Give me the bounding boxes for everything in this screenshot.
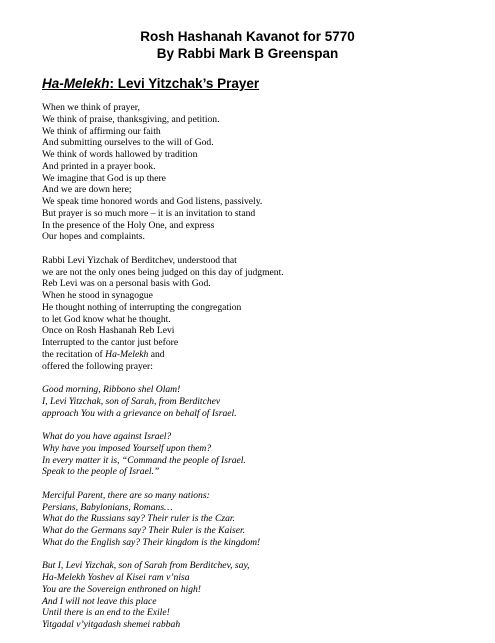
- section-heading: [42, 76, 259, 92]
- text-line: In every matter it is, “Command the people of Israel.: [42, 454, 246, 466]
- text-line: Rabbi Levi Yizchak of Berditchev, understood that: [42, 254, 237, 266]
- text-line: to let God know what he thought.: [42, 313, 171, 325]
- text-line: We speak time honored words and God listens, passively.: [42, 196, 263, 207]
- text-line: And I will not leave this place: [42, 595, 157, 607]
- text-line: In the presence of the Holy One, and express: [42, 219, 215, 231]
- text-line: Why have you imposed Yourself upon them?: [42, 442, 212, 454]
- document-title: Rosh Hashanah Kavanot for 5770: [140, 29, 355, 44]
- paragraph-prayer-greeting: [42, 384, 462, 419]
- paragraph-prayer-nations: [42, 490, 462, 549]
- text-line: When he stood in synagogue: [42, 290, 153, 301]
- paragraph-story: [42, 255, 462, 373]
- recitation-italic: Ha-Melekh: [105, 348, 149, 360]
- section-heading-rest: : Levi Yitzchak’s Prayer: [109, 76, 260, 91]
- paragraph-prayer-conclusion: [42, 560, 462, 631]
- text-line: Yitgadal v’yitgadash shemei rabbah: [42, 619, 181, 630]
- text-line: I, Levi Yitzchak, son of Sarah, from Berditchev: [42, 395, 221, 407]
- recitation-after: and: [148, 348, 165, 360]
- recitation-before: the recitation of: [42, 348, 106, 360]
- text-line: Interrupted to the cantor just before: [42, 337, 179, 348]
- text-line: Persians, Babylonians, Romans…: [42, 501, 173, 513]
- text-line: Merciful Parent, there are so many nations:: [42, 489, 210, 501]
- text-line: Until there is an end to the Exile!: [42, 607, 170, 619]
- text-line: And we are down here;: [42, 184, 132, 196]
- document-body: [42, 102, 462, 643]
- text-line: What do the Germans say? Their Ruler is the Kaiser.: [42, 525, 246, 536]
- text-line: Speak to the people of Israel.”: [42, 466, 160, 478]
- text-line: He thought nothing of interrupting the congregation: [42, 301, 242, 313]
- text-line: And submitting ourselves to the will of God.: [42, 137, 214, 149]
- document-author: By Rabbi Mark B Greenspan: [156, 46, 339, 61]
- text-line: But I, Levi Yizchak, son of Sarah from Berditchev, say,: [42, 560, 250, 572]
- paragraph-intro: [42, 102, 462, 243]
- text-line: offered the following prayer:: [42, 360, 153, 372]
- text-line: What do the Russians say? Their ruler is the Czar.: [42, 513, 235, 525]
- paragraph-prayer-question: [42, 431, 462, 478]
- text-line: We think of praise, thanksgiving, and petition.: [42, 113, 220, 125]
- text-line-recitation: [42, 349, 462, 361]
- text-line: What do you have against Israel?: [42, 431, 172, 442]
- text-line: We think of words hallowed by tradition: [42, 149, 198, 160]
- text-line: Our hopes and complaints.: [42, 231, 145, 243]
- text-line: And printed in a prayer book.: [42, 160, 156, 172]
- text-line: Good morning, Ribbono shel Olam!: [42, 384, 181, 395]
- text-line: When we think of prayer,: [42, 102, 140, 113]
- text-line: Ha-Melekh Yoshev al Kisei ram v’nisa: [42, 572, 190, 583]
- text-line: But prayer is so much more – it is an invitation to stand: [42, 207, 256, 219]
- text-line: Once on Rosh Hashanah Reb Levi: [42, 325, 175, 337]
- text-line: we are not the only ones being judged on this day of judgment.: [42, 266, 284, 278]
- text-line: We think of affirming our faith: [42, 125, 161, 137]
- text-line: We imagine that God is up there: [42, 172, 166, 184]
- text-line: approach You with a grievance on behalf of Israel.: [42, 407, 237, 419]
- section-heading-italic: Ha-Melekh: [42, 76, 110, 91]
- text-line: What do the English say? Their kingdom is the kingdom!: [42, 536, 261, 548]
- text-line: Reb Levi was on a personal basis with God.: [42, 278, 211, 290]
- text-line: You are the Sovereign enthroned on high!: [42, 583, 201, 595]
